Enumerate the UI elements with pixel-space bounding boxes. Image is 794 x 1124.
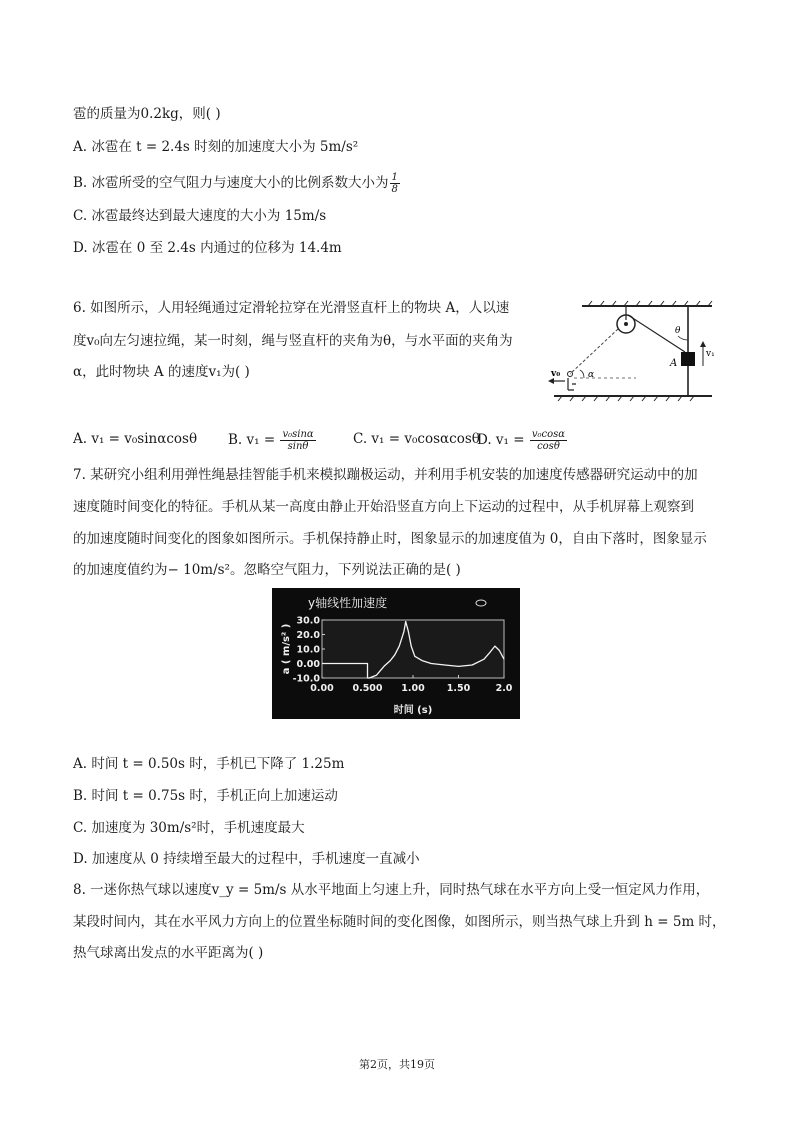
- q7-stem-line-3: 的加速度随时间变化的图象如图所示。手机保持静止时，图象显示的加速度值为 0，自由下落时，图象显示: [73, 531, 707, 547]
- q5-option-c: C. 冰雹最终达到最大速度的大小为 15m/s: [73, 208, 327, 224]
- chart-x-tick-label: 1.00: [401, 683, 425, 694]
- page-footer: 第2页，共19页: [359, 1058, 435, 1071]
- q5-option-a: A. 冰雹在 t = 2.4s 时刻的加速度大小为 5m/s²: [73, 139, 359, 155]
- q7-option-c: C. 加速度为 30m/s²时，手机速度最大: [73, 820, 305, 836]
- chart-x-tick-label: 1.50: [446, 683, 471, 694]
- chart-y-axis-label: a ( m/s² ): [281, 623, 292, 675]
- chart-title: y轴线性加速度: [308, 596, 388, 610]
- q8-stem-line-1: 8. 一迷你热气球以速度v_y = 5m/s 从水平地面上匀速上升，同时热气球在水平方向上受一恒定风力作用，: [73, 882, 710, 898]
- q5-option-b: [73, 172, 401, 195]
- fraction-numerator: v₀sinα: [282, 429, 314, 440]
- fraction-numerator: v₀cosα: [531, 429, 566, 440]
- fraction-denominator: 8: [391, 184, 398, 195]
- chart-indicator-icon: [476, 600, 486, 606]
- q7-stem-line-1: 7. 某研究小组利用弹性绳悬挂智能手机来模拟蹦极运动，并利用手机安装的加速度传感器研究运动中的加: [73, 467, 698, 483]
- theta-arc: [678, 336, 688, 340]
- q7-stem-line-4: 的加速度值约为− 10m/s²。忽略空气阻力，下列说法正确的是( ): [73, 562, 461, 578]
- chart-x-tick-label: 2.0: [495, 683, 513, 694]
- block-a: [681, 352, 695, 366]
- q8-stem-line-3: 热气球离出发点的水平距离为( ): [73, 945, 264, 961]
- q5-option-b-text: B. 冰雹所受的空气阻力与速度大小的比例系数大小为: [73, 175, 389, 191]
- chart-y-tick-label: 30.0: [296, 615, 320, 627]
- q7-option-d: D. 加速度从 0 持续增至最大的过程中，手机速度一直减小: [73, 851, 420, 867]
- chart-x-tick-label: 0.500: [352, 683, 383, 694]
- q6-option-c: C. v₁ = v₀cosαcosθ: [353, 431, 480, 447]
- q7-option-b: B. 时间 t = 0.75s 时，手机正向上加速运动: [73, 788, 338, 804]
- label-v1: v₁: [706, 349, 715, 359]
- pulley-axle: [624, 322, 628, 326]
- fraction-numerator: 1: [391, 172, 398, 183]
- q6-pulley-diagram: [548, 300, 716, 408]
- chart-x-axis-label: 时间 (s): [393, 705, 433, 716]
- q7-stem-line-2: 速度随时间变化的特征。手机从某一高度由静止开始沿竖直方向上下运动的过程中，从手机屏幕上观察到: [73, 499, 694, 515]
- q6-stem-line-2: 度v₀向左匀速拉绳，某一时刻，绳与竖直杆的夹角为θ，与水平面的夹角为: [73, 333, 513, 349]
- fraction-denominator: sinθ: [287, 441, 309, 452]
- chart-y-tick-label: 0.00: [296, 659, 320, 670]
- q7-acceleration-chart: [272, 588, 520, 719]
- label-alpha: α: [588, 370, 595, 380]
- q6-option-d-prefix: D. v₁ =: [477, 432, 525, 448]
- label-block-a: A: [670, 358, 678, 369]
- q5-option-b-fraction: [390, 172, 400, 195]
- chart-y-tick-label: 20.0: [296, 630, 320, 641]
- q7-option-a: A. 时间 t = 0.50s 时，手机已下降了 1.25m: [73, 756, 345, 772]
- label-theta: θ: [675, 326, 681, 336]
- q5-stem-line: 雹的质量为0.2kg，则( ): [73, 106, 221, 122]
- chart-x-tick-label: 0.00: [310, 683, 334, 694]
- q6-option-d-fraction: [530, 429, 567, 452]
- v1-arrow-head: [700, 341, 706, 347]
- q5-option-d: D. 冰雹在 0 至 2.4s 内通过的位移为 14.4m: [73, 240, 342, 256]
- q6-stem-line-3: α，此时物块 A 的速度v₁为( ): [73, 364, 250, 380]
- fraction-denominator: cosθ: [537, 441, 560, 452]
- q6-option-b: [228, 429, 317, 452]
- chart-plot-area: [322, 620, 504, 678]
- q6-option-d: [477, 429, 568, 452]
- rope-to-person: [570, 329, 618, 374]
- q8-stem-line-2: 某段时间内，其在水平风力方向上的位置坐标随时间的变化图像，如图所示，则当热气球上升到 h = 5m 时，: [73, 914, 726, 930]
- chart-y-tick-label: 10.0: [296, 644, 320, 656]
- q6-option-b-prefix: B. v₁ =: [228, 432, 276, 448]
- person-body: [568, 378, 576, 390]
- chart-y-tick-label: -10.0: [292, 673, 320, 685]
- chart-svg: [272, 588, 520, 719]
- label-v0: v₀: [551, 369, 561, 379]
- q6-stem-line-1: 6. 如图所示，人用轻绳通过定滑轮拉穿在光滑竖直杆上的物块 A，人以速: [73, 300, 510, 316]
- q6-option-a: A. v₁ = v₀sinαcosθ: [73, 431, 198, 447]
- q6-option-b-fraction: [280, 429, 315, 452]
- alpha-arc: [580, 370, 584, 378]
